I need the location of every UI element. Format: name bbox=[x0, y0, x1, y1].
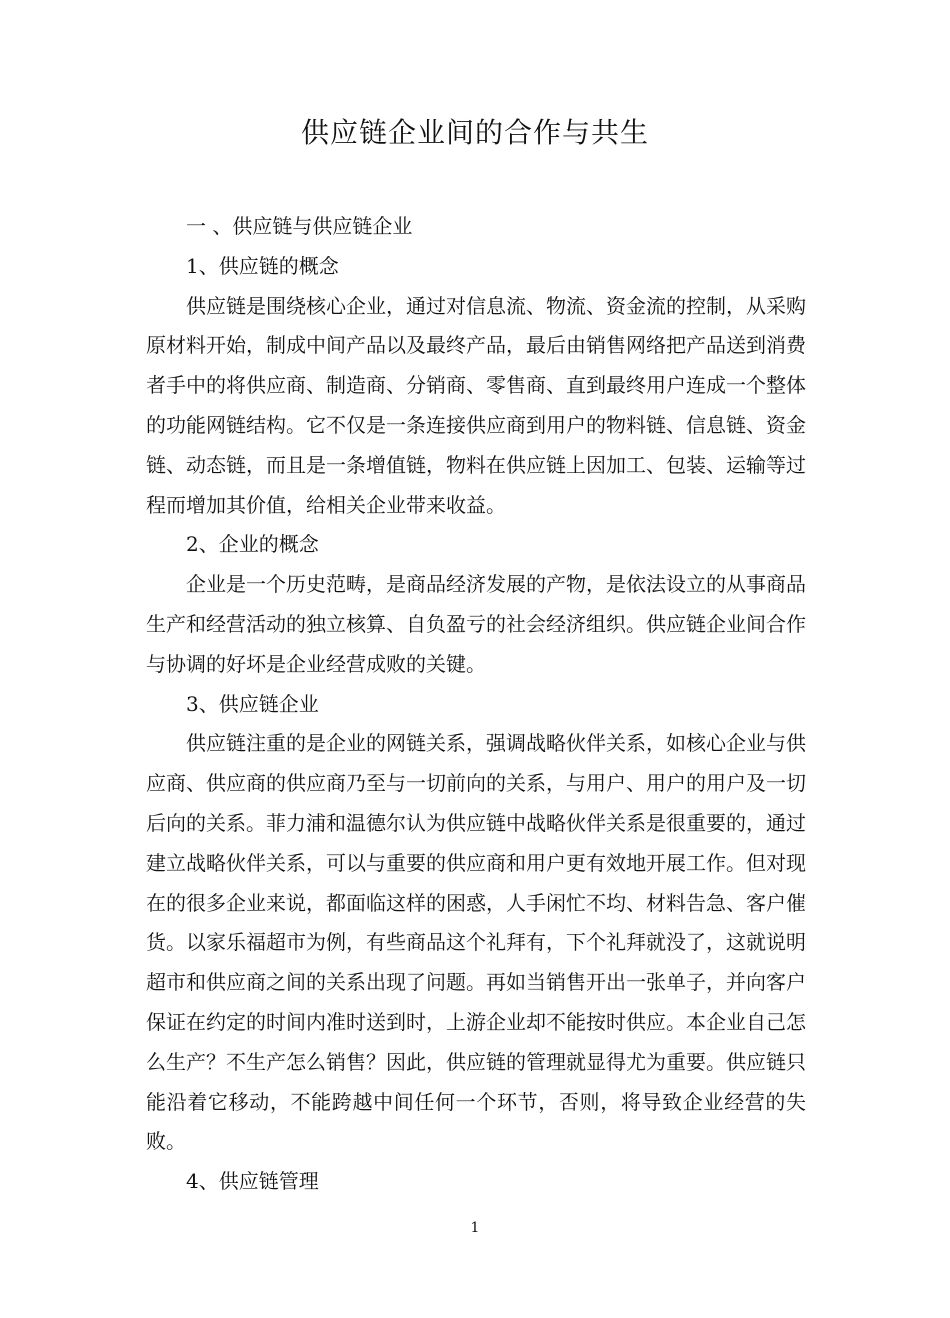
subsection-heading: 2、企业的概念 bbox=[186, 532, 319, 557]
page-number: 1 bbox=[470, 1220, 480, 1236]
body-paragraph: 企业是一个历史范畴，是商品经济发展的产物，是依法设立的从事商品生产和经营活动的独立核算、自负盈亏的社会经济组织。供应链企业间合作与协调的好坏是企业经营成败的关键。 bbox=[146, 572, 806, 676]
document-title: 供应链企业间的合作与共生 bbox=[300, 116, 649, 149]
document-body bbox=[146, 207, 806, 1202]
body-paragraph: 供应链是围绕核心企业，通过对信息流、物流、资金流的控制，从采购原材料开始，制成中间产品以及最终产品，最后由销售网络把产品送到消费者手中的将供应商、制造商、分销商、零售商、直到最终用户连成一个整体的功能网链结构。它不仅是一条连接供应商到用户的物料链、信息链、资金链、动态链，而且是一条增值链，物料在供应链上因加工、包装、运输等过程而增加其价值，给相关企业带来收益。 bbox=[146, 293, 806, 517]
body-paragraph: 供应链注重的是企业的网链关系，强调战略伙伴关系，如核心企业与供应商、供应商的供应商乃至与一切前向的关系，与用户、用户的用户及一切后向的关系。菲力浦和温德尔认为供应链中战略伙伴关系是很重要的，通过建立战略伙伴关系，可以与重要的供应商和用户更有效地开展工作。但对现在的很多企业来说，都面临这样的困惑，人手闲忙不均、材料告急、客户催货。以家乐福超市为例，有些商品这个礼拜有，下个礼拜就没了，这就说明超市和供应商之间的关系出现了问题。再如当销售开出一张单子，并向客户保证在约定的时间内准时送到时，上游企业却不能按时供应。本企业自己怎么生产？不生产怎么销售？因此，供应链的管理就显得尤为重要。供应链只能沿着它移动，不能跨越中间任何一个环节，否则，将导致企业经营的失败。 bbox=[146, 731, 806, 1154]
subsection-heading: 4、供应链管理 bbox=[186, 1169, 319, 1194]
subsection-heading: 1、供应链的概念 bbox=[186, 253, 339, 278]
subsection-heading: 3、供应链企业 bbox=[186, 691, 319, 716]
section-heading: 一 、供应链与供应链企业 bbox=[186, 214, 413, 238]
